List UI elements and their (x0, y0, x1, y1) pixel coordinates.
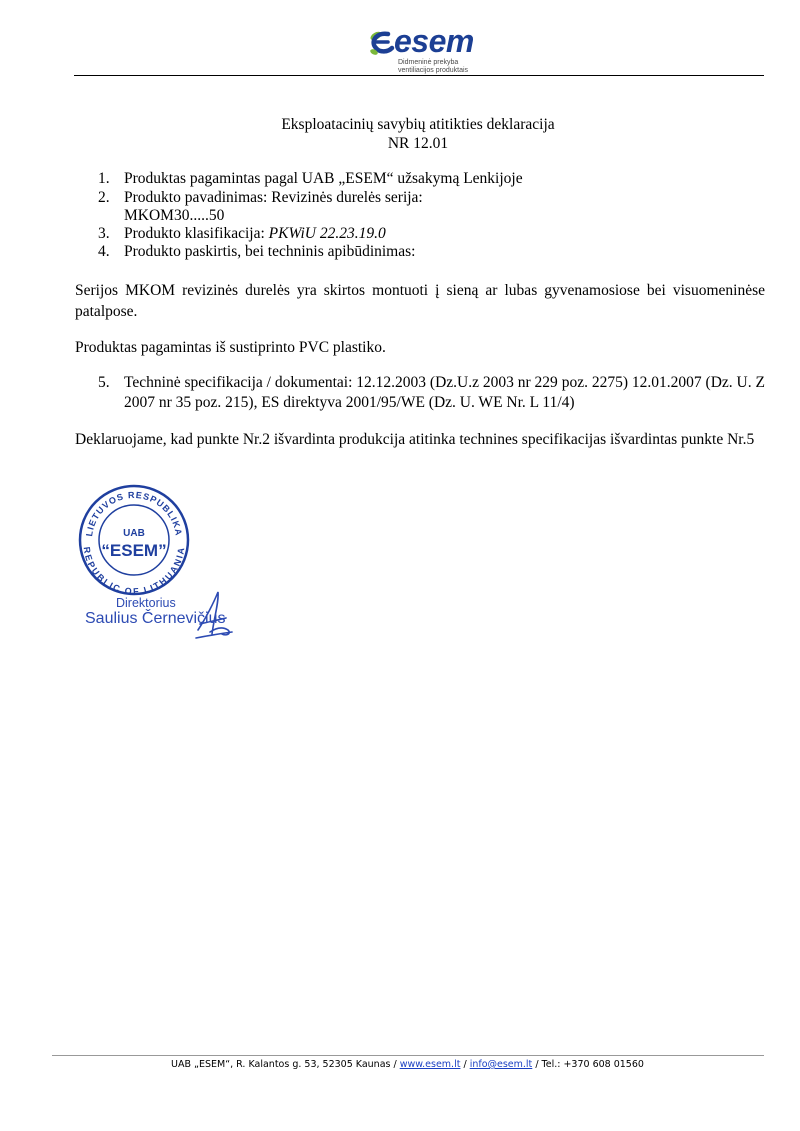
logo-wordmark: esem (394, 23, 474, 59)
page-footer: UAB „ESEM“, R. Kalantos g. 53, 52305 Kaunas / www.esem.lt / info@esem.lt / Tel.: +370 608 01560 (171, 1059, 644, 1070)
stamp-seal-icon (78, 484, 190, 596)
stamp-line-1: UAB (123, 528, 145, 539)
declaration-paragraph: Deklaruojame, kad punkte Nr.2 išvardinta produkcija atitinka technines specifikacijas išvardintas punkte Nr.5 (75, 431, 755, 448)
footer-divider (52, 1055, 764, 1056)
list-item-continuation: MKOM30.....50 (124, 207, 225, 224)
document-number: NR 12.01 (387, 135, 449, 152)
stamp-line-2: “ESEM” (101, 541, 167, 560)
material-paragraph: Produktas pagamintas iš sustiprinto PVC plastiko. (75, 339, 386, 356)
company-logo (368, 22, 478, 74)
list-item: 5. Techninė specifikacija / dokumentai: 12.12.2003 (Dz.U.z 2003 nr 229 poz. 2275) 12.01.2007 (Dz. U. Z 2007 nr 35 poz. 215), ES direktyva 2001/95/WE (Dz. U. WE Nr. L 11/4) (98, 374, 765, 411)
stamp-outer-top: LIETUVOS RESPUBLIKA (84, 489, 184, 538)
stamp-outer-bottom: REPUBLIC OF LITHUANIA (81, 546, 187, 596)
document-title: Eksploatacinių savybių atitikties deklaracija (281, 116, 555, 133)
company-stamp (78, 484, 190, 596)
website-link[interactable]: www.esem.lt (399, 1059, 461, 1070)
logo-leaf-icon (368, 28, 396, 58)
list-item: 1. Produktas pagamintas pagal UAB „ESEM“ užsakymą Lenkijoje (98, 170, 523, 187)
list-item: 2. Produkto pavadinimas: Revizinės durelės serija: (98, 189, 423, 206)
list-item: 3. Produkto klasifikacija: PKWiU 22.23.19.0 (98, 225, 386, 242)
handwritten-signature-icon (192, 588, 236, 646)
header-divider (74, 75, 764, 76)
signatory-role: Direktorius (116, 596, 176, 610)
list-item: 4. Produkto paskirtis, bei techninis apibūdinimas: (98, 243, 416, 260)
classification-code: PKWiU 22.23.19.0 (268, 225, 386, 242)
signatory-name: Saulius Černevičius (85, 610, 226, 627)
description-paragraph: Serijos MKOM revizinės durelės yra skirtos montuoti į sieną ar lubas gyvenamosiose bei visuomeninėse patalpose. (75, 282, 765, 320)
email-link[interactable]: info@esem.lt (469, 1059, 533, 1070)
logo-tagline: Didmeninė prekyba ventiliacijos produktais (398, 59, 469, 74)
